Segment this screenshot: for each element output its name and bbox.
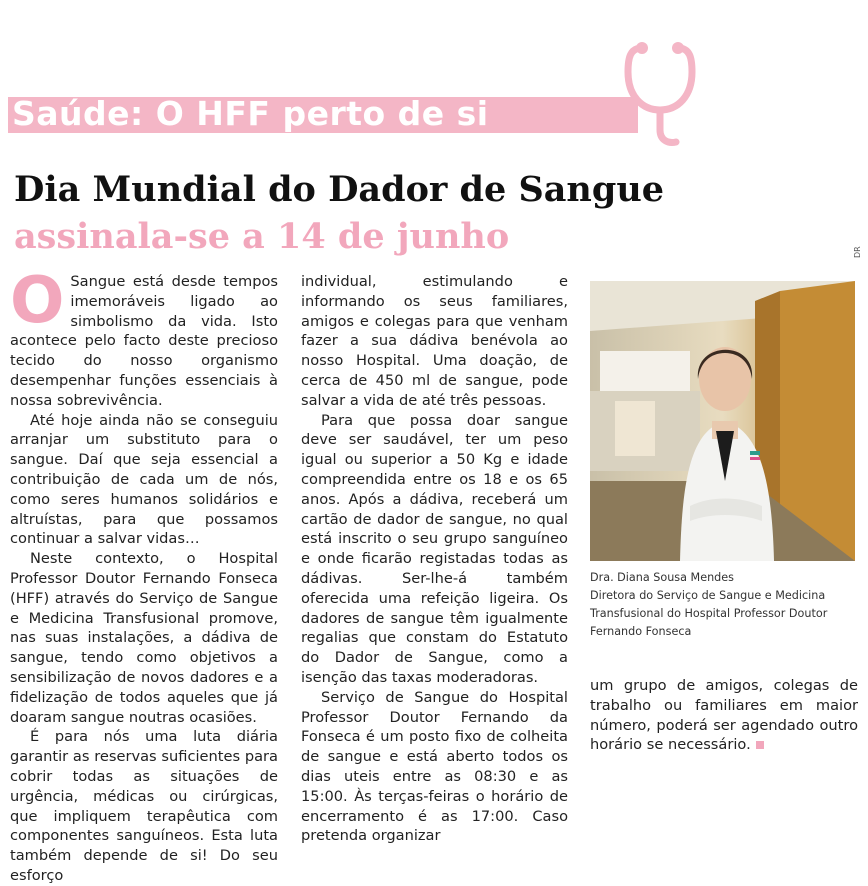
headline: Dia Mundial do Dador de Sangue [14, 169, 665, 210]
paragraph-5: individual, estimulando e informando os seus familiares, amigos e colegas para que venham fazer a sua dádiva benévola ao nosso Hospital. Uma doação, de cerca de 450 ml de sangue, pode salvar a vida de até três pessoas. [301, 273, 568, 409]
caption-line-1: Diretora do Serviço de Sangue e Medicina [590, 589, 826, 602]
paragraph-7: Serviço de Sangue do Hospital Professor Doutor Fernando da Fonseca é um posto fixo de colheita de sangue e está aberto todos os dias uteis entre as 08:30 e as 15:00. Às terças-feiras o horário de encerramento é as 17:00. Caso pretenda organizar [301, 688, 568, 845]
section-title: Saúde: O HFF perto de si [12, 94, 489, 133]
paragraph-2: Até hoje ainda não se conseguiu arranjar um substituto para o sangue. Daí que seja essencial a contribuição de cada um de nós, como seres humanos solidários e altruístas, para que possamos continuar a salvar vidas… [10, 411, 278, 548]
caption-name: Dra. Diana Sousa Mendes [590, 571, 734, 584]
caption-line-3: Fernando Fonseca [590, 625, 692, 638]
article-column-1 [10, 264, 278, 886]
paragraph-1: O Sangue está desde tempos imemoráveis ligado ao simbolismo da vida. Isto acontece pelo facto deste precioso tecido do nosso organismo desempenhar funções essenciais à nossa sobrevivência. [10, 264, 278, 409]
photo-caption [590, 569, 858, 641]
paragraph-4: É para nós uma luta diária garantir as reservas suficientes para cobrir todas as situações de urgência, médicas ou cirúrgicas, que impliquem terapêutica com componentes sanguíneos. Esta luta também depende de si! Do seu esforço [10, 728, 278, 884]
end-mark-icon [756, 741, 764, 749]
subheadline: assinala-se a 14 de junho [14, 216, 510, 257]
paragraph-8: um grupo de amigos, colegas de trabalho ou familiares em maior número, poderá ser agendado outro horário se necessário. [590, 677, 858, 754]
stethoscope-icon [620, 38, 712, 148]
paragraph-6: Para que possa doar sangue deve ser saudável, ter um peso igual ou superior a 50 Kg e idade compreendida entre os 18 e os 65 anos. Após a dádiva, receberá um cartão de dador de sangue, no qual está inscrito o seu grupo sanguíneo e onde ficarão registadas todas as dádivas. Ser-lhe-á também oferecida uma refeição ligeira. Os dadores de sangue têm igualmente regalias que constam do Estatuto do Dador de Sangue, como a isenção das taxas moderadoras. [301, 411, 568, 686]
dropcap: O [10, 264, 65, 338]
article-column-2 [301, 272, 568, 846]
article-column-3 [590, 676, 858, 755]
photo-credit: DR [853, 246, 862, 258]
paragraph-3: Neste contexto, o Hospital Professor Doutor Fernando Fonseca (HFF) através do Serviço de Sangue e Medicina Transfusional promove, nas suas instalações, a dádiva de sangue, tendo como objetivos a sensibilização de novos dadores e a fidelização de todos aqueles que já doaram sangue noutras ocasiões. [10, 550, 278, 726]
portrait-photo [590, 281, 855, 561]
caption-line-2: Transfusional do Hospital Professor Doutor [590, 607, 828, 620]
